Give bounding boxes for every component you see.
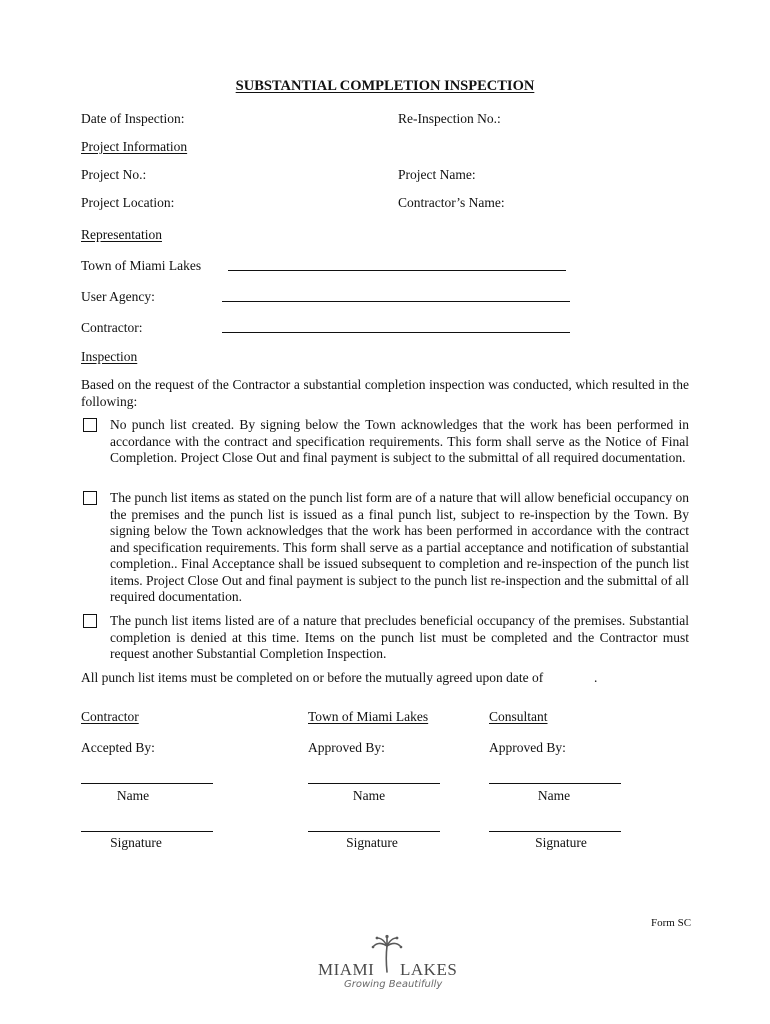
contractor-name-line[interactable] [81,783,213,784]
consultant-name-caption: Name [537,788,571,803]
option-no-punch-list: No punch list created. By signing below the Town acknowledges that the work has been performed in accordance with the contract and specification requirements. This form shall serve as the Notice of Final Completion. Project Close Out and final payment is subject to the submittal of all required documentation. [110,417,689,465]
contractor-name-caption: Name [116,788,150,803]
representation-heading: Representation [81,227,162,242]
project-no-label: Project No.: [81,167,147,182]
page-title: SUBSTANTIAL COMPLETION INSPECTION [235,78,535,94]
form-code: Form SC [651,917,692,929]
user-agency-field[interactable] [222,301,570,302]
deadline-period: . [594,670,598,685]
contractor-column-heading: Contractor [81,709,139,724]
miami-lakes-logo [300,932,480,992]
date-of-inspection-label: Date of Inspection: [81,111,185,126]
project-information-heading: Project Information [81,139,188,154]
contractors-name-label: Contractor’s Name: [398,195,505,210]
contractor-signature-line[interactable] [81,831,213,832]
town-name-caption: Name [352,788,386,803]
reinspection-no-label: Re-Inspection No.: [398,111,501,126]
logo-word-lakes: LAKES [400,960,458,979]
logo-word-miami: MIAMI [318,960,375,979]
accepted-by-label: Accepted By: [81,740,155,755]
town-of-miami-lakes-label: Town of Miami Lakes [81,258,202,273]
option-punch-list-occupancy: The punch list items as stated on the punch list form are of a nature that will allow beneficial occupancy on the premises and the punch list is issued as a final punch list, subject to re-inspection by the Town. By signing below the Town acknowledges that the work has been performed in accordance with the contract and specification requirements. This form shall serve as a partial acceptance and notification of substantial completion.. Final Acceptance shall be issued subsequent to completion and re-inspection of the punch list items. Project Close Out and final payment is subject to the punch list re-inspection and the submittal of all required documentation. [110,490,689,604]
town-signature-line[interactable] [308,831,440,832]
town-signature-caption: Signature [346,835,398,850]
town-approved-by-label: Approved By: [308,740,385,755]
inspection-intro: Based on the request of the Contractor a substantial completion inspection was conducted, which resulted in the following: [81,377,689,409]
town-name-line[interactable] [308,783,440,784]
logo-tagline: Growing Beautifully [344,979,443,990]
deadline-statement: All punch list items must be completed on or before the mutually agreed upon date of [81,670,544,685]
consultant-name-line[interactable] [489,783,621,784]
checkbox-no-punch-list[interactable] [83,418,97,432]
inspection-heading: Inspection [81,349,138,364]
user-agency-label: User Agency: [81,289,155,304]
checkbox-punch-list-occupancy[interactable] [83,491,97,505]
town-column-heading: Town of Miami Lakes [308,709,429,724]
consultant-column-heading: Consultant [489,709,548,724]
consultant-approved-by-label: Approved By: [489,740,566,755]
contractor-field[interactable] [222,332,570,333]
option-punch-list-denied: The punch list items listed are of a nature that precludes beneficial occupancy of the premises. Substantial completion is denied at this time. Items on the punch list must be completed and the Contractor must request another Substantial Completion Inspection. [110,613,689,661]
contractor-signature-caption: Signature [110,835,162,850]
consultant-signature-caption: Signature [535,835,587,850]
project-location-label: Project Location: [81,195,175,210]
project-name-label: Project Name: [398,167,476,182]
checkbox-punch-list-denied[interactable] [83,614,97,628]
consultant-signature-line[interactable] [489,831,621,832]
town-of-miami-lakes-field[interactable] [228,270,566,271]
contractor-label: Contractor: [81,320,143,335]
